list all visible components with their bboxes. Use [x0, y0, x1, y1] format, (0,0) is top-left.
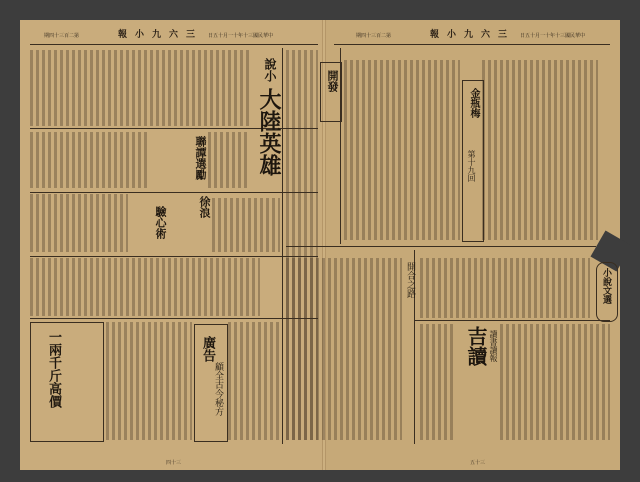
right-text-block-3: [286, 258, 402, 440]
ad-subtitle: 顧全古今秘方: [213, 362, 223, 416]
serial-box-title: 金瓶梅: [468, 88, 479, 118]
calligraphy-subtitle: 讀書讀報: [489, 330, 498, 362]
bottom-left-headline: 一兩千斤高價: [46, 330, 61, 408]
mid-left-headline: 開合之路: [405, 262, 415, 298]
left-masthead-rule: [30, 44, 318, 45]
left-masthead-title: 報小九六三: [118, 30, 204, 40]
ad-title: 廣告: [200, 336, 215, 362]
right-column-title: 小說文選: [601, 268, 611, 304]
left-text-block-5: [212, 198, 280, 252]
right-rule-1: [286, 246, 596, 247]
left-masthead-date: 日五十月一十年十三國民華中: [208, 33, 274, 39]
right-text-block-2: [482, 60, 598, 240]
serial-box-subtitle: 第十九回: [467, 150, 476, 182]
calligraphy-headline: 吉讀: [464, 326, 488, 366]
corner-headline: 開發: [326, 70, 339, 92]
left-text-block-6: [30, 258, 260, 316]
right-page-number: 五十三: [470, 460, 486, 466]
left-text-block-8: [228, 322, 280, 440]
left-ad-box: [30, 322, 104, 442]
serial-title: 大陸英雄: [256, 88, 282, 176]
left-text-block-4: [30, 194, 128, 252]
left-rule-4: [30, 318, 318, 319]
right-masthead-issue: 期四十三百二第: [356, 33, 392, 39]
left-rule-2: [30, 192, 318, 193]
right-rule-2: [414, 320, 610, 321]
right-text-block-5: [420, 324, 456, 440]
right-masthead-date: 日五十月一十年十三國民華中: [520, 33, 586, 39]
right-text-block-6: [500, 324, 610, 440]
column-title-c: 徐浪: [198, 196, 211, 218]
right-masthead-title: 報小九六三: [430, 30, 516, 40]
right-text-block-4: [420, 258, 590, 318]
left-text-block-3: [208, 132, 248, 188]
right-masthead-rule: [334, 44, 610, 45]
column-title-b: 驗心術: [154, 206, 167, 239]
serial-prefix: 說小: [263, 58, 277, 82]
column-title-a: 聯譚選勵: [194, 136, 207, 180]
left-masthead-issue: 期四十三百二第: [44, 33, 80, 39]
left-page-number: 四十三: [166, 460, 182, 466]
left-text-block-2: [30, 132, 148, 188]
left-rule-3: [30, 256, 318, 257]
left-text-block-7: [106, 322, 192, 440]
left-text-block-1: [30, 50, 250, 126]
right-text-block-1: [344, 60, 460, 240]
